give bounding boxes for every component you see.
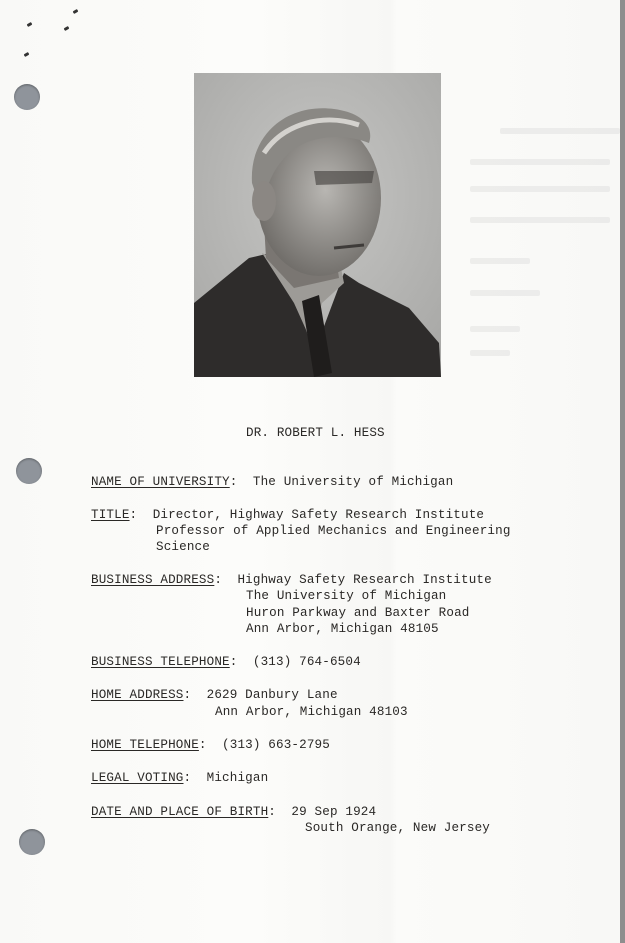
home-address-line-1: 2629 Danbury Lane (206, 688, 338, 702)
staple-mark (27, 22, 33, 27)
business-address-line-2: The University of Michigan (246, 589, 447, 603)
legal-voting-label: LEGAL VOTING (91, 771, 184, 785)
title-label: TITLE (91, 508, 130, 522)
birth-label: DATE AND PLACE OF BIRTH (91, 805, 269, 819)
bleed-through-text (500, 128, 620, 134)
portrait-photo (194, 73, 441, 377)
bleed-through-text (470, 326, 520, 332)
bleed-through-text (470, 350, 510, 356)
home-address-row: HOME ADDRESS: 2629 Danbury Lane (91, 688, 338, 702)
document-heading: DR. ROBERT L. HESS (246, 426, 385, 440)
legal-voting-value: Michigan (206, 771, 269, 785)
business-address-label: BUSINESS ADDRESS (91, 573, 215, 587)
page-edge (620, 0, 625, 943)
title-value-line-3: Science (156, 540, 210, 554)
bleed-through-text (470, 159, 610, 165)
bleed-through-text (470, 290, 540, 296)
home-address-line-2: Ann Arbor, Michigan 48103 (215, 705, 408, 719)
birth-row: DATE AND PLACE OF BIRTH: 29 Sep 1924 (91, 805, 377, 819)
home-address-label: HOME ADDRESS (91, 688, 184, 702)
punch-hole (16, 458, 42, 484)
staple-mark (64, 26, 70, 31)
business-address-line-1: Highway Safety Research Institute (237, 573, 492, 587)
business-telephone-label: BUSINESS TELEPHONE (91, 655, 230, 669)
birth-date: 29 Sep 1924 (291, 805, 377, 819)
business-telephone-value: (313) 764-6504 (252, 655, 361, 669)
title-row: TITLE: Director, Highway Safety Research Institute (91, 508, 485, 522)
staple-mark (24, 52, 30, 57)
birth-place: South Orange, New Jersey (305, 821, 490, 835)
university-row: NAME OF UNIVERSITY: The University of Michigan (91, 475, 454, 489)
business-address-line-3: Huron Parkway and Baxter Road (246, 606, 470, 620)
university-value: The University of Michigan (252, 475, 454, 489)
home-telephone-label: HOME TELEPHONE (91, 738, 199, 752)
home-telephone-value: (313) 663-2795 (222, 738, 330, 752)
punch-hole (14, 84, 40, 110)
bleed-through-text (470, 258, 530, 264)
business-address-row: BUSINESS ADDRESS: Highway Safety Research Institute (91, 573, 492, 587)
home-telephone-row: HOME TELEPHONE: (313) 663-2795 (91, 738, 330, 752)
title-value-line-2: Professor of Applied Mechanics and Engineering (156, 524, 511, 538)
title-value-line-1: Director, Highway Safety Research Institute (152, 508, 485, 522)
bleed-through-text (470, 217, 610, 223)
bleed-through-text (470, 186, 610, 192)
business-address-line-4: Ann Arbor, Michigan 48105 (246, 622, 439, 636)
staple-mark (73, 9, 79, 14)
legal-voting-row: LEGAL VOTING: Michigan (91, 771, 269, 785)
business-telephone-row: BUSINESS TELEPHONE: (313) 764-6504 (91, 655, 361, 669)
punch-hole (19, 829, 45, 855)
university-label: NAME OF UNIVERSITY (91, 475, 230, 489)
